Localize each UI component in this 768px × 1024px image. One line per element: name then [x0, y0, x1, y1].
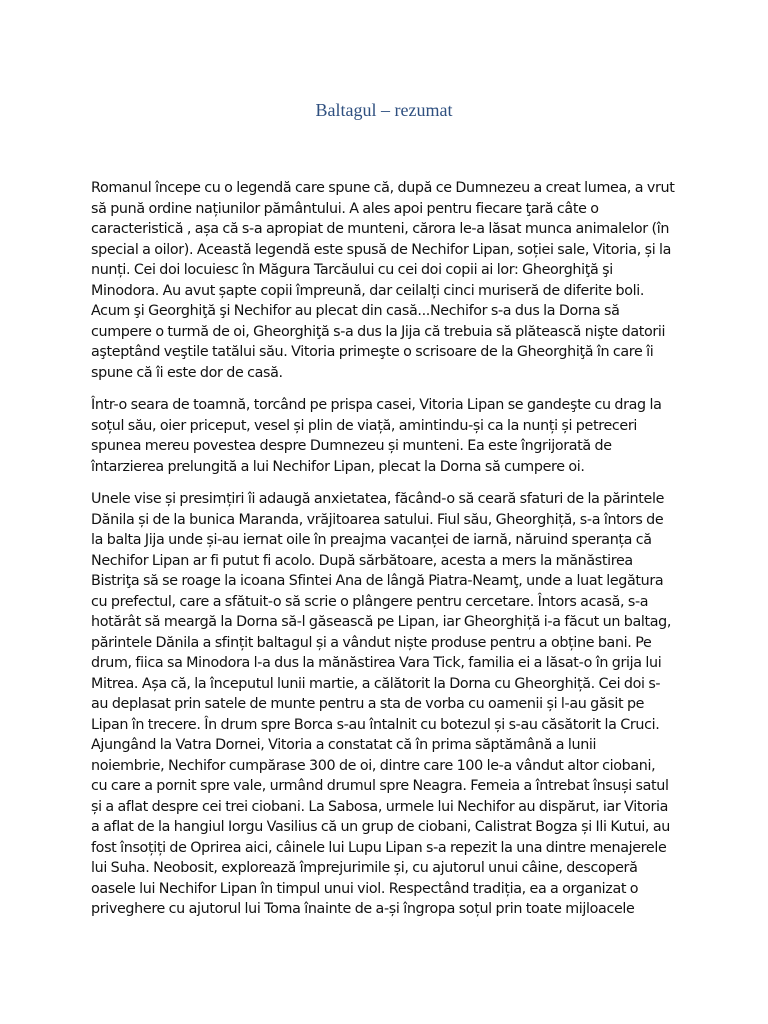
paragraph-journey: Unele vise și presimțiri îi adaugă anxietatea, făcând-o să ceară sfaturi de la părintele Dănila și de la bunica Maranda, vrăjitoarea satului. Fiul său, Gheorghiță, s-a întors de la balta Jija unde și-au iernat oile în preajma vacanței de iarnă, năruind speranța că Nechifor Lipan ar fi putut fi acolo. După sărbătoare, acesta a mers la mănăstirea Bistriţa să se roage la icoana Sfintei Ana de lângă Piatra-Neamţ, unde a luat legătura cu prefectul, care a sfătuit-o să scrie o plângere pentru cercetare. Întors acasă, s-a hotărât să meargă la Dorna să-l găsească pe Lipan, iar Gheorghiță i-a făcut un baltag, părintele Dănila a sfințit baltagul și a vândut niște produse pentru a obține bani. Pe drum, fiica sa Minodora l-a dus la mănăstirea Vara Tick, familia ei a lăsat-o în grija lui Mitrea. Așa că, la începutul lunii martie, a călătorit la Dorna cu Gheorghiță. Cei doi s- au deplasat prin satele de munte pentru a sta de vorba cu oamenii și l-au găsit pe Lipan în trecere. În drum spre Borca s-au întalnit cu botezul și s-au căsătorit la Cruci. Ajungând la Vatra Dornei, Vitoria a constatat că în prima săptămână a lunii noiembrie, Nechifor cumpărase 300 de oi, dintre care 100 le-a vândut altor ciobani, cu care a pornit spre vale, urmând drumul spre Neagra. Femeia a întrebat însuși satul și a aflat despre cei trei ciobani. La Sabosa, urmele lui Nechifor au dispărut, iar Vitoria a aflat de la hangiul Iorgu Vasilius că un grup de ciobani, Calistrat Bogza și Ili Kutui, au fost însoțiți de Oprirea aici, câinele lui Lupu Lipan s-a repezit la una dintre menajerele lui Suha. Neobosit, explorează împrejurimile și, cu ajutorul unui câine, descoperă oasele lui Nechifor Lipan în timpul unui viol. Respectând tradiția, ea a organizat o priveghere cu ajutorul lui Toma înainte de a-și îngropa soțul prin toate mijloacele	[91, 491, 672, 917]
paragraph-autumn-evening: Într-o seara de toamnă, torcând pe prispa casei, Vitoria Lipan se gandeşte cu drag la soțul său, oier priceput, vesel și plin de viață, amintindu-și ca la nunți și petreceri spunea mereu povestea despre Dumnezeu și munteni. Ea este îngrijorată de întarzierea prelungită a lui Nechifor Lipan, plecat la Dorna să cumpere oi.	[91, 397, 662, 475]
paragraph-intro: Romanul începe cu o legendă care spune că, după ce Dumnezeu a creat lumea, a vrut să pună ordine națiunilor pământului. A ales apoi pentru fiecare ţară câte o caracteristică , așa că s-a apropiat de munteni, cărora le-a lăsat munca animalelor (în special a oilor). Această legendă este spusă de Nechifor Lipan, soției sale, Vitoria, și la nunți. Cei doi locuiesc în Măgura Tarcăului cu cei doi copii ai lor: Gheorghiţă şi Minodora. Au avut șapte copii împreună, dar ceilalți cinci muriseră de diferite boli. Acum şi Georghiţă şi Nechifor au plecat din casă...Nechifor s-a dus la Dorna să cumpere o turmă de oi, Gheorghiţă s-a dus la Jija că trebuia să plătească nişte datorii aşteptând veştile tatălui său. Vitoria primeşte o scrisoare de la Gheorghiţă în care îi spune că îi este dor de casă.	[91, 180, 675, 381]
document-body	[91, 178, 681, 932]
document-title: Baltagul – rezumat	[315, 100, 453, 120]
